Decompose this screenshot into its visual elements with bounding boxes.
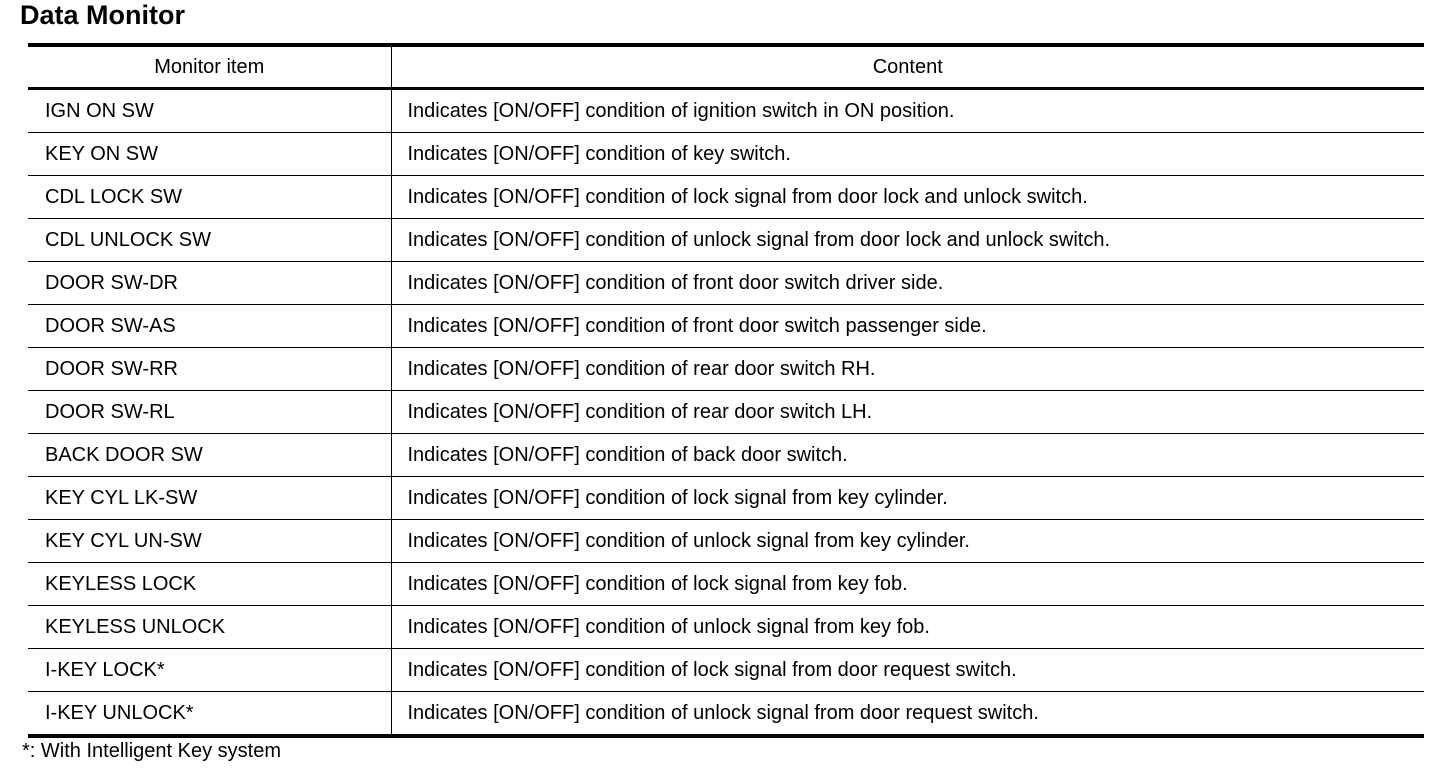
content-cell: Indicates [ON/OFF] condition of front door switch driver side.	[391, 262, 1424, 305]
monitor-item-cell: DOOR SW-RL	[28, 391, 391, 434]
header-content: Content	[391, 45, 1424, 89]
monitor-item-cell: DOOR SW-DR	[28, 262, 391, 305]
table-row	[28, 262, 1424, 305]
header-monitor-item: Monitor item	[28, 45, 391, 89]
table-row	[28, 219, 1424, 262]
monitor-item-cell: CDL LOCK SW	[28, 176, 391, 219]
footnote: *: With Intelligent Key system	[22, 740, 281, 762]
table-row	[28, 348, 1424, 391]
content-cell: Indicates [ON/OFF] condition of rear door switch RH.	[391, 348, 1424, 391]
monitor-item-cell: IGN ON SW	[28, 89, 391, 133]
content-cell: Indicates [ON/OFF] condition of ignition switch in ON position.	[407, 100, 955, 122]
table-row	[28, 89, 1424, 133]
content-cell: Indicates [ON/OFF] condition of unlock signal from key fob.	[391, 606, 1424, 649]
monitor-item-cell: CDL UNLOCK SW	[28, 219, 391, 262]
monitor-item-cell: KEYLESS UNLOCK	[28, 606, 391, 649]
content-cell: Indicates [ON/OFF] condition of lock signal from door lock and unlock switch.	[391, 176, 1424, 219]
table-row	[28, 692, 1424, 737]
monitor-item-cell: I-KEY LOCK*	[28, 649, 391, 692]
monitor-item-cell: KEY CYL UN-SW	[28, 520, 391, 563]
table-header-row	[28, 45, 1424, 89]
monitor-item-cell: I-KEY UNLOCK*	[28, 692, 391, 737]
monitor-item-cell: DOOR SW-AS	[28, 305, 391, 348]
table-row	[28, 305, 1424, 348]
content-cell: Indicates [ON/OFF] condition of back door switch.	[391, 434, 1424, 477]
content-cell: Indicates [ON/OFF] condition of front door switch passenger side.	[391, 305, 1424, 348]
table-row	[28, 477, 1424, 520]
monitor-item-cell: DOOR SW-RR	[28, 348, 391, 391]
monitor-item-cell: BACK DOOR SW	[28, 434, 391, 477]
monitor-item-cell: KEYLESS LOCK	[28, 563, 391, 606]
content-cell: Indicates [ON/OFF] condition of key switch.	[391, 133, 1424, 176]
content-cell: Indicates [ON/OFF] condition of lock signal from key fob.	[391, 563, 1424, 606]
content-cell: Indicates [ON/OFF] condition of lock signal from key cylinder.	[391, 477, 1424, 520]
content-cell: Indicates [ON/OFF] condition of unlock signal from key cylinder.	[391, 520, 1424, 563]
data-monitor-table	[28, 43, 1424, 738]
table-row	[28, 176, 1424, 219]
page-title: Data Monitor	[20, 0, 185, 30]
table-row	[28, 133, 1424, 176]
content-cell: Indicates [ON/OFF] condition of unlock signal from door lock and unlock switch.	[391, 219, 1424, 262]
monitor-item-cell: KEY ON SW	[28, 133, 391, 176]
table-row	[28, 520, 1424, 563]
table-row	[28, 649, 1424, 692]
table-row	[28, 391, 1424, 434]
content-cell: Indicates [ON/OFF] condition of lock signal from door request switch.	[391, 649, 1424, 692]
table-row	[28, 606, 1424, 649]
content-cell: Indicates [ON/OFF] condition of rear door switch LH.	[391, 391, 1424, 434]
content-cell: Indicates [ON/OFF] condition of unlock signal from door request switch.	[391, 692, 1424, 737]
table-row	[28, 434, 1424, 477]
monitor-item-cell: KEY CYL LK-SW	[28, 477, 391, 520]
table-row	[28, 563, 1424, 606]
